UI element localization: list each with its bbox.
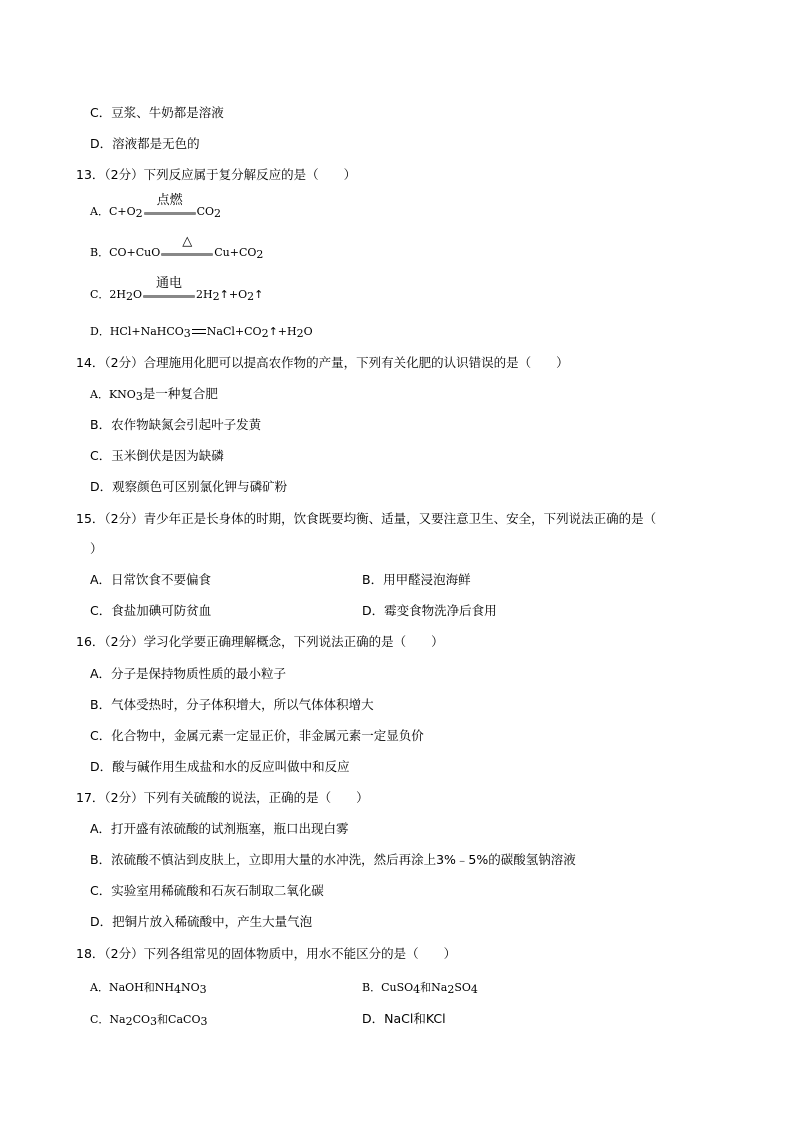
q14-stem: 14．（2分）合理施用化肥可以提高农作物的产量，下列有关化肥的认识错误的是（ ） [76, 355, 569, 370]
q17-option-a: A．打开盛有浓硫酸的试剂瓶塞，瓶口出现白雾 [90, 821, 349, 836]
q12-option-c: C．豆浆、牛奶都是溶液 [90, 105, 224, 120]
q13-option-a: A．$C+O_2$ 点燃 $CO_2$ [90, 192, 222, 220]
q14-option-d: D．观察颜色可区别氯化钾与磷矿粉 [90, 479, 288, 494]
q15-option-c: C．食盐加碘可防贫血 [90, 603, 212, 618]
q18-option-a: A．NaOH和$NH_4NO_3$ [90, 981, 207, 996]
q14-option-b: B．农作物缺氮会引起叶子发黄 [90, 417, 262, 432]
q15-option-a: A．日常饮食不要偏食 [90, 572, 212, 587]
q14-option-a: A．$KNO_3$是一种复合肥 [90, 386, 218, 403]
gas-arrow-icon: ↑ [268, 325, 278, 338]
q16-option-c: C．化合物中，金属元素一定显正价，非金属元素一定显负价 [90, 728, 424, 743]
q12-option-d: D．溶液都是无色的 [90, 136, 200, 151]
q16-option-b: B．气体受热时，分子体积增大，所以气体体积增大 [90, 697, 374, 712]
q18-option-d: D．NaCl和KCl [362, 1011, 446, 1026]
q18-option-c: C．$Na_2CO_3$和CaCO$_3$ [90, 1013, 208, 1028]
q15-stem: 15．（2分）青少年正是长身体的时期，饮食既要均衡、适量，又要注意卫生、安全，下列说法正确的是（ [76, 511, 657, 526]
q16-stem: 16．（2分）学习化学要正确理解概念，下列说法正确的是（ ） [76, 634, 444, 649]
reaction-condition-ignite: 点燃 [144, 203, 196, 221]
q14-option-c: C．玉米倒伏是因为缺磷 [90, 448, 224, 463]
gas-arrow-icon: ↑ [219, 288, 229, 301]
q15-stem-continued: ） [90, 541, 103, 556]
q13-option-d: D．HCl+NaHCO$_3$ $NaCl+CO_2↑+H_2O$ [90, 325, 313, 340]
q16-option-d: D．酸与碱作用生成盐和水的反应叫做中和反应 [90, 759, 350, 774]
gas-arrow-icon: ↑ [254, 288, 264, 301]
q16-option-a: A．分子是保持物质性质的最小粒子 [90, 666, 287, 681]
q15-option-b: B．用甲醛浸泡海鲜 [362, 572, 471, 587]
q17-option-b: B．浓硫酸不慎沾到皮肤上，立即用大量的水冲洗，然后再涂上3%﹣5%的碳酸氢钠溶液 [90, 852, 576, 867]
q18-option-b: B．CuSO$_4$和$Na_2SO_4$ [362, 981, 478, 996]
reaction-condition-heat [161, 233, 213, 262]
q13-option-b: B．CO+CuO △ $Cu+CO_2$ [90, 233, 264, 261]
equals-sign [192, 329, 206, 334]
heat-triangle-icon: △ [182, 233, 193, 249]
q13-stem: 13．（2分）下列反应属于复分解反应的是（ ） [76, 167, 357, 182]
q15-option-d: D．霉变食物洗净后食用 [362, 603, 497, 618]
q17-option-c: C．实验室用稀硫酸和石灰石制取二氧化碳 [90, 883, 324, 898]
q13-option-c: C．$2H_2O$ 通电 $2H_2↑+O_2↑$ [90, 275, 264, 303]
q17-stem: 17．（2分）下列有关硫酸的说法，正确的是（ ） [76, 790, 369, 805]
reaction-condition-electrolysis: 通电 [143, 286, 195, 304]
q17-option-d: D．把铜片放入稀硫酸中，产生大量气泡 [90, 914, 313, 929]
q18-stem: 18．（2分）下列各组常见的固体物质中，用水不能区分的是（ ） [76, 946, 457, 961]
